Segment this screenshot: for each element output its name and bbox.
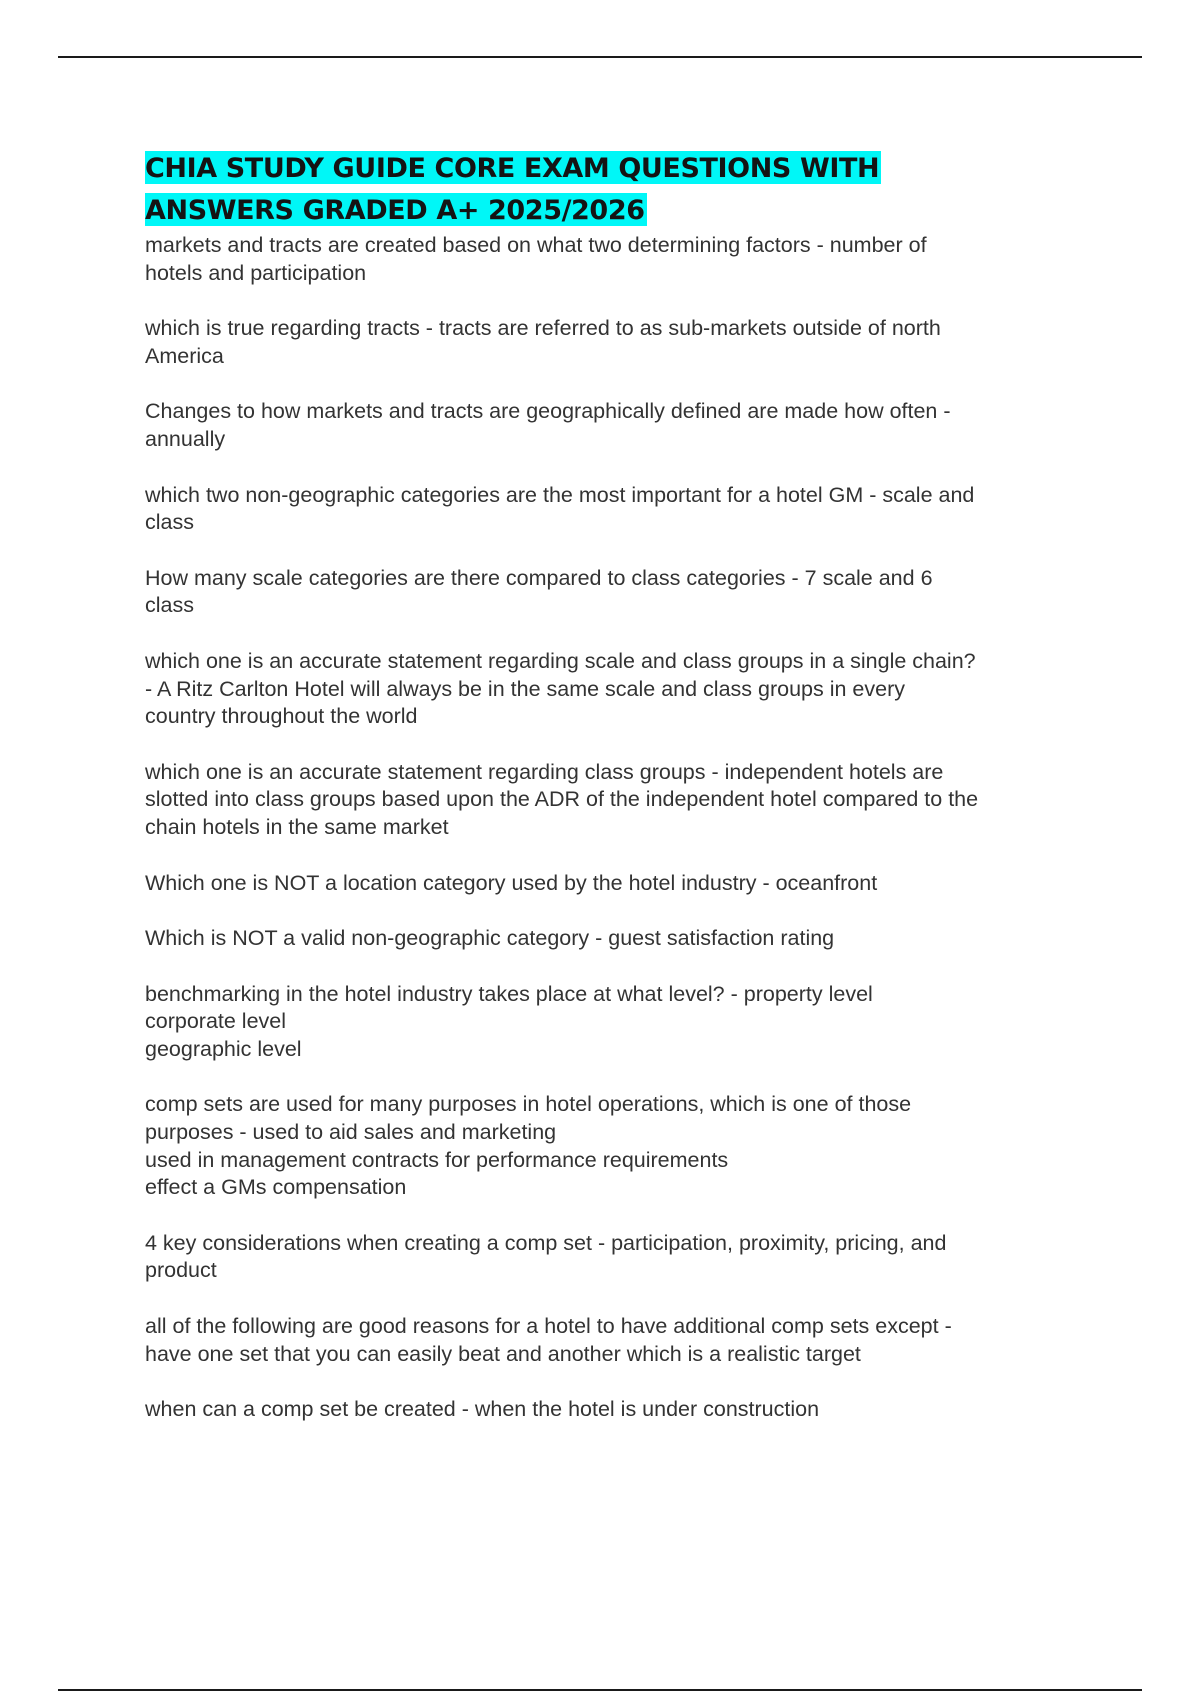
document-body	[145, 148, 1085, 1452]
qa-item: all of the following are good reasons for a hotel to have additional comp sets except - have one set that you can easily beat and another which is a realistic target	[145, 1314, 952, 1366]
qa-list	[145, 232, 1085, 1424]
qa-item: when can a comp set be created - when the hotel is under construction	[145, 1397, 820, 1422]
qa-item: which one is an accurate statement regarding class groups - independent hotels are slotted into class groups based upon the ADR of the independent hotel compared to the chain hotels in the same market	[145, 759, 979, 839]
qa-item: Which one is NOT a location category used by the hotel industry - oceanfront	[145, 870, 878, 895]
qa-item: 4 key considerations when creating a comp set - participation, proximity, pricing, and product	[145, 1230, 947, 1283]
qa-item: How many scale categories are there compared to class categories - 7 scale and 6 class	[145, 565, 933, 618]
qa-item: which two non-geographic categories are the most important for a hotel GM - scale and class	[145, 482, 975, 535]
qa-item: markets and tracts are created based on what two determining factors - number of hotels and participation	[145, 233, 927, 285]
title-line-1: CHIA STUDY GUIDE CORE EXAM QUESTIONS WITH	[145, 153, 880, 184]
header-rule	[58, 56, 1142, 58]
qa-item: benchmarking in the hotel industry takes place at what level? - property level corporate level geographic level	[145, 981, 873, 1061]
qa-item: Changes to how markets and tracts are geographically defined are made how often - annually	[145, 399, 951, 451]
qa-item: which one is an accurate statement regarding scale and class groups in a single chain? - A Ritz Carlton Hotel will always be in the same scale and class groups in every country throughout the world	[145, 648, 976, 729]
footer-rule	[58, 1689, 1142, 1691]
qa-item: comp sets are used for many purposes in hotel operations, which is one of those purposes - used to aid sales and marketing used in management contracts for performance requirements effect a GMs compensation	[145, 1092, 912, 1200]
document-title	[145, 148, 1085, 232]
qa-item: which is true regarding tracts - tracts are referred to as sub-markets outside of north America	[145, 316, 941, 368]
title-line-2: ANSWERS GRADED A+ 2025/2026	[145, 195, 645, 226]
qa-item: Which is NOT a valid non-geographic category - guest satisfaction rating	[145, 926, 835, 951]
